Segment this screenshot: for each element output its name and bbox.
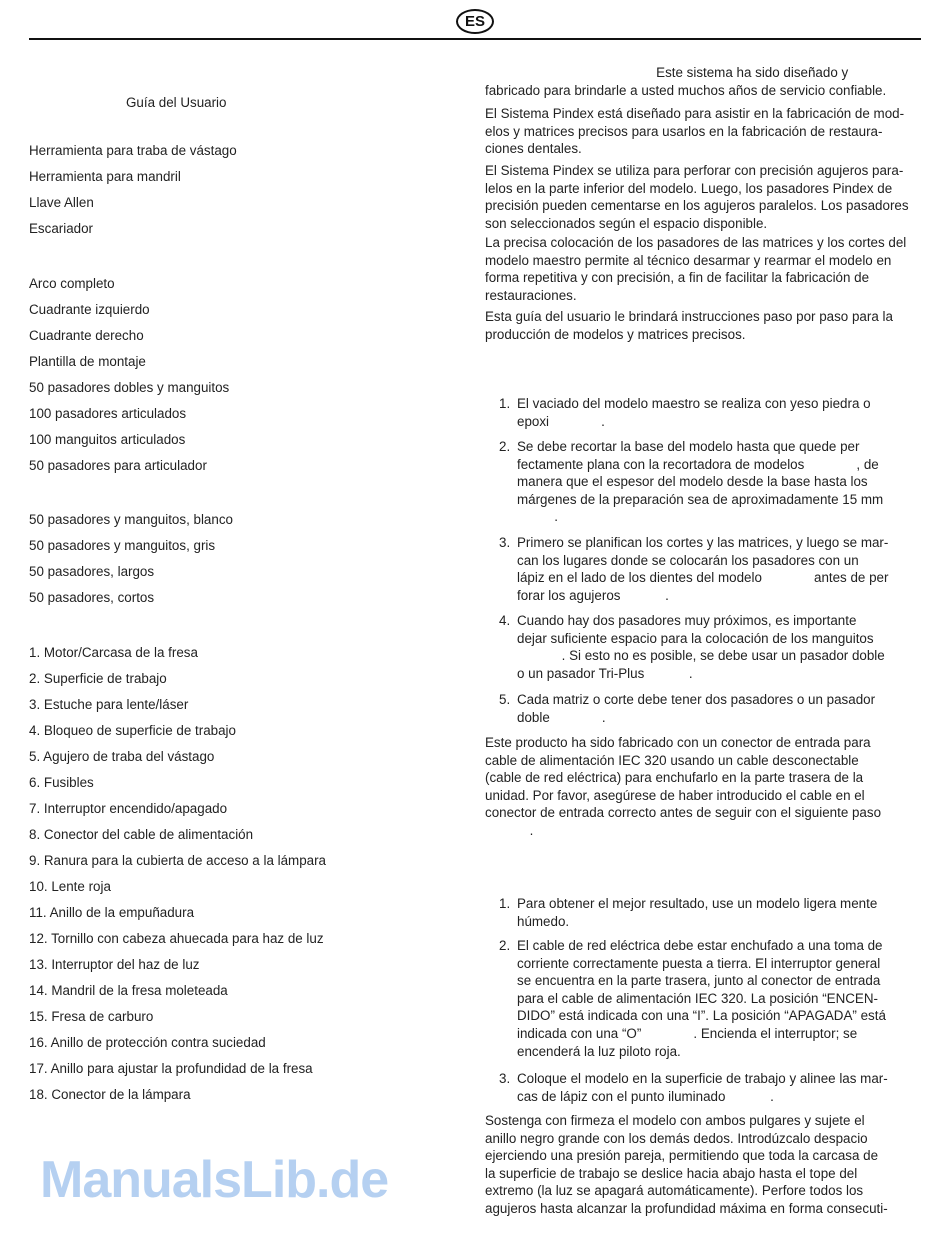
- text-line: can los lugares donde se colocarán los pasadores con un: [517, 552, 859, 568]
- prep-step: [485, 395, 925, 430]
- text-line: corriente correctamente puesta a tierra. El interruptor general: [517, 955, 881, 971]
- text-line: ejerciendo una presión pareja, permitiendo que toda la carcasa de: [485, 1148, 879, 1164]
- step-number: 2.: [499, 938, 511, 953]
- text-line: El cable de red eléctrica debe estar enchufado a una toma de: [517, 938, 883, 953]
- prep-step: [485, 534, 925, 604]
- watermark-logo: ManualsLib.de: [40, 1151, 389, 1209]
- text-line: El Sistema Pindex se utiliza para perforar con precisión agujeros para-: [485, 163, 904, 178]
- list-item-parts: 8. Conector del cable de alimentación: [29, 827, 254, 842]
- text-line: cas de lápiz con el punto iluminado .: [517, 1088, 774, 1104]
- text-line: son seleccionados según el espacio disponible.: [485, 215, 768, 231]
- text-line: anillo negro grande con los demás dedos. Introdúzcalo despacio: [485, 1130, 868, 1146]
- text-line: epoxi .: [517, 413, 605, 429]
- list-item-kit: 100 manguitos articulados: [29, 432, 186, 447]
- step-number: 5.: [499, 692, 511, 707]
- list-item-kit: 50 pasadores dobles y manguitos: [29, 380, 230, 395]
- step-number: 4.: [499, 613, 511, 628]
- text-line: .: [485, 822, 534, 838]
- drill-step: [485, 937, 925, 1060]
- prep-step: [485, 691, 925, 726]
- text-line: producción de modelos y matrices precisos.: [485, 326, 746, 342]
- text-line: fabricado para brindarle a usted muchos años de servicio confiable.: [485, 82, 887, 98]
- list-item-parts: 5. Agujero de traba del vástago: [29, 749, 215, 764]
- intro-paragraph: [485, 234, 925, 304]
- intro-paragraph: [485, 162, 925, 232]
- text-line: Esta guía del usuario le brindará instrucciones paso por paso para la: [485, 309, 893, 324]
- list-item-pins: 50 pasadores, largos: [29, 564, 155, 579]
- list-item-parts: 6. Fusibles: [29, 775, 94, 790]
- list-item-parts: 12. Tornillo con cabeza ahuecada para haz de luz: [29, 931, 324, 946]
- list-item-parts: 1. Motor/Carcasa de la fresa: [29, 645, 198, 660]
- list-item-pins: 50 pasadores y manguitos, blanco: [29, 512, 233, 527]
- text-line: Para obtener el mejor resultado, use un modelo ligera mente: [517, 896, 878, 911]
- text-line: Primero se planifican los cortes y las matrices, y luego se mar-: [517, 535, 889, 550]
- list-item-parts: 15. Fresa de carburo: [29, 1009, 154, 1024]
- text-line: La precisa colocación de los pasadores de las matrices y los cortes del: [485, 235, 907, 250]
- text-line: El vaciado del modelo maestro se realiza con yeso piedra o: [517, 396, 871, 411]
- text-line: cable de alimentación IEC 320 usando un cable desconectable: [485, 752, 859, 768]
- text-line: Se debe recortar la base del modelo hasta que quede per: [517, 439, 860, 454]
- text-line: . Si esto no es posible, se debe usar un pasador doble: [517, 648, 885, 664]
- text-line: lelos en la parte inferior del modelo. Luego, los pasadores Pindex de: [485, 180, 893, 196]
- text-line: lápiz en el lado de los dientes del modelo antes de per: [517, 570, 889, 586]
- text-line: indicada con una “O” . Encienda el interruptor; se: [517, 1025, 858, 1041]
- text-line: Sostenga con firmeza el modelo con ambos pulgares y sujete el: [485, 1113, 865, 1128]
- list-item-kit: Plantilla de montaje: [29, 354, 146, 369]
- text-line: manera que el espesor del modelo desde la base hasta los: [517, 474, 868, 490]
- step-number: 1.: [499, 896, 511, 911]
- text-line: unidad. Por favor, asegúrese de haber introducido el cable en el: [485, 787, 865, 803]
- text-line: Coloque el modelo en la superficie de trabajo y alinee las mar-: [517, 1071, 888, 1086]
- list-item-parts: 13. Interruptor del haz de luz: [29, 957, 200, 972]
- text-line: márgenes de la preparación sea de aproximadamente 15 mm: [517, 491, 884, 507]
- list-item-pins: 50 pasadores y manguitos, gris: [29, 538, 216, 553]
- step-number: 3.: [499, 535, 511, 550]
- text-line: ciones dentales.: [485, 141, 582, 157]
- list-item-parts: 11. Anillo de la empuñadura: [29, 905, 195, 920]
- list-item-tools: Escariador: [29, 221, 94, 236]
- intro-paragraph: [485, 64, 925, 99]
- text-line: restauraciones.: [485, 287, 577, 303]
- prep-step: [485, 612, 925, 682]
- list-item-parts: 4. Bloqueo de superficie de trabajo: [29, 723, 236, 738]
- list-item-kit: Cuadrante derecho: [29, 328, 144, 343]
- list-item-kit: Cuadrante izquierdo: [29, 302, 150, 317]
- text-line: Este producto ha sido fabricado con un conector de entrada para: [485, 735, 871, 750]
- list-item-parts: 16. Anillo de protección contra suciedad: [29, 1035, 266, 1050]
- text-line: (cable de red eléctrica) para enchufarlo en la parte trasera de la: [485, 770, 864, 786]
- list-item-kit: 100 pasadores articulados: [29, 406, 187, 421]
- step-number: 1.: [499, 396, 511, 411]
- list-item-parts: 18. Conector de la lámpara: [29, 1087, 191, 1102]
- text-line: Cada matriz o corte debe tener dos pasadores o un pasador: [517, 692, 876, 707]
- drill-step: [485, 1070, 925, 1105]
- step-number: 3.: [499, 1071, 511, 1086]
- text-line: forma repetitiva y con precisión, a fin de facilitar la fabricación de: [485, 270, 870, 286]
- power-paragraph: [485, 734, 925, 840]
- list-item-parts: 10. Lente roja: [29, 879, 111, 894]
- list-item-tools: Herramienta para mandril: [29, 169, 181, 184]
- text-line: modelo maestro permite al técnico desarmar y rearmar el modelo en: [485, 252, 892, 268]
- list-item-tools: Herramienta para traba de vástago: [29, 143, 237, 158]
- drill-paragraph: [485, 1112, 925, 1218]
- prep-step: [485, 438, 925, 526]
- list-item-parts: 17. Anillo para ajustar la profundidad de la fresa: [29, 1061, 313, 1076]
- text-line: la superficie de trabajo se deslice hacia abajo hasta el tope del: [485, 1165, 858, 1181]
- text-line: conector de entrada correcto antes de seguir con el siguiente paso: [485, 805, 882, 821]
- text-line: dejar suficiente espacio para la colocación de los manguitos: [517, 630, 874, 646]
- text-line: elos y matrices precisos para usarlos en la fabricación de restaura-: [485, 123, 883, 139]
- list-item-tools: Llave Allen: [29, 195, 94, 210]
- drill-step: [485, 895, 925, 930]
- text-line: fectamente plana con la recortadora de modelos , de: [517, 456, 879, 472]
- text-line: Este sistema ha sido diseñado y: [485, 65, 849, 80]
- list-item-parts: 2. Superficie de trabajo: [29, 671, 167, 686]
- text-line: Cuando hay dos pasadores muy próximos, es importante: [517, 613, 857, 628]
- text-line: .: [517, 509, 558, 525]
- text-line: o un pasador Tri-Plus .: [517, 665, 693, 681]
- list-item-parts: 7. Interruptor encendido/apagado: [29, 801, 228, 816]
- text-line: se encuentra en la parte trasera, junto al conector de entrada: [517, 973, 881, 989]
- text-line: forar los agujeros .: [517, 587, 669, 603]
- text-line: para el cable de alimentación IEC 320. La posición “ENCEN-: [517, 990, 878, 1006]
- text-line: encenderá la luz piloto roja.: [517, 1043, 681, 1059]
- step-number: 2.: [499, 439, 511, 454]
- text-line: precisión pueden cementarse en los agujeros paralelos. Los pasadores: [485, 198, 909, 214]
- guide-title: Guía del Usuario: [126, 95, 227, 110]
- intro-paragraph: [485, 105, 925, 158]
- text-line: DIDO” está indicada con una “I”. La posición “APAGADA” está: [517, 1008, 886, 1024]
- text-line: extremo (la luz se apagará automáticamente). Perfore todos los: [485, 1183, 864, 1199]
- list-item-pins: 50 pasadores, cortos: [29, 590, 155, 605]
- language-badge: ES: [456, 9, 494, 34]
- list-item-kit: 50 pasadores para articulador: [29, 458, 207, 473]
- header-rule: [29, 38, 921, 40]
- list-item-parts: 9. Ranura para la cubierta de acceso a la lámpara: [29, 853, 327, 868]
- text-line: agujeros hasta alcanzar la profundidad máxima en forma consecuti-: [485, 1200, 888, 1216]
- list-item-kit: Arco completo: [29, 276, 115, 291]
- text-line: húmedo.: [517, 913, 570, 929]
- list-item-parts: 3. Estuche para lente/láser: [29, 697, 189, 712]
- intro-paragraph: [485, 308, 925, 343]
- list-item-parts: 14. Mandril de la fresa moleteada: [29, 983, 228, 998]
- text-line: El Sistema Pindex está diseñado para asistir en la fabricación de mod-: [485, 106, 905, 121]
- text-line: doble .: [517, 709, 606, 725]
